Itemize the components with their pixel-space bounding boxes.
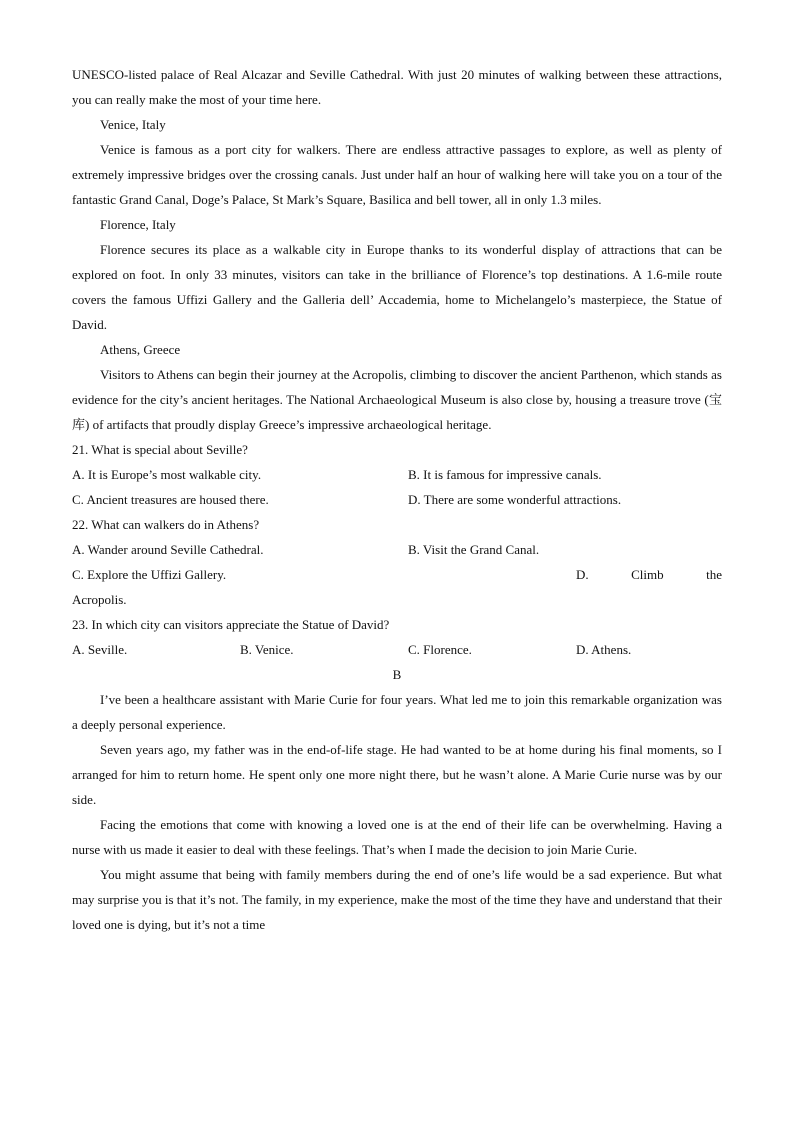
option-21-a: A. It is Europe’s most walkable city.: [72, 467, 262, 482]
option-23-a: A. Seville.: [72, 642, 128, 657]
paragraph-venice: Venice is famous as a port city for walkers. There are endless attractive passages to explore, as well as plenty of extremely impressive bridges over the crossing canals. Just under half an hour of walking here will take you on a tour of the fantastic Grand Canal, Doge’s Palace, St Mark’s Square, Basilica and bell tower, all in only 1.3 miles.: [72, 142, 722, 207]
option-23-d: D. Athens.: [576, 642, 632, 657]
option-21-c: C. Ancient treasures are housed there.: [72, 492, 269, 507]
question-21: 21. What is special about Seville?: [72, 442, 248, 457]
option-22-a: A. Wander around Seville Cathedral.: [72, 542, 264, 557]
section-b-label: B: [392, 667, 402, 682]
option-22-b: B. Visit the Grand Canal.: [408, 542, 540, 557]
paragraph-b-3: Facing the emotions that come with knowing a loved one is at the end of their life can be overwhelming. Having a nurse with us made it easier to deal with these feelings. That’s when I made the decision to join Marie Curie.: [72, 817, 722, 857]
heading-florence: Florence, Italy: [100, 217, 176, 232]
question-22: 22. What can walkers do in Athens?: [72, 517, 260, 532]
question-21-options-row1: [72, 462, 722, 487]
option-22-d-continued: Acropolis.: [72, 592, 127, 607]
paragraph-b-2: Seven years ago, my father was in the end-of-life stage. He had wanted to be at home during his final moments, so I arranged for him to return home. He spent only one more night there, but he wasn’t alone. A Marie Curie nurse was by our side.: [72, 742, 722, 807]
question-23: 23. In which city can visitors appreciate the Statue of David?: [72, 617, 390, 632]
option-22-d-letter: D.: [576, 567, 589, 582]
option-21-d: D. There are some wonderful attractions.: [408, 492, 622, 507]
paragraph-florence: Florence secures its place as a walkable city in Europe thanks to its wonderful display of attractions that can be explored on foot. In only 33 minutes, visitors can take in the brilliance of Florence’s top destinations. A 1.6-mile route covers the famous Uffizi Gallery and the Galleria dell’ Accademia, home to Michelangelo’s masterpiece, the Statue of David.: [72, 242, 722, 332]
paragraph-seville-continued: UNESCO-listed palace of Real Alcazar and Seville Cathedral. With just 20 minutes of walking between these attractions, you can really make the most of your time here.: [72, 67, 722, 107]
question-23-options: [72, 637, 722, 662]
question-22-options-row2: [72, 562, 722, 587]
paragraph-b-1: I’ve been a healthcare assistant with Marie Curie for four years. What led me to join this remarkable organization was a deeply personal experience.: [72, 692, 722, 732]
option-23-c: C. Florence.: [408, 642, 472, 657]
paragraph-b-4: You might assume that being with family members during the end of one’s life would be a sad experience. But what may surprise you is that it’s not. The family, in my experience, make the most of the time they have and understand that their loved one is dying, but it’s not a time: [72, 867, 722, 932]
question-22-options-row1: [72, 537, 722, 562]
option-22-c: C. Explore the Uffizi Gallery.: [72, 567, 227, 582]
heading-venice: Venice, Italy: [100, 117, 166, 132]
paragraph-athens: Visitors to Athens can begin their journey at the Acropolis, climbing to discover the ancient Parthenon, which stands as evidence for the city’s ancient heritages. The National Archaeological Museum is also close by, housing a treasure trove (宝库) of artifacts that proudly display Greece’s impressive archaeological heritage.: [72, 367, 722, 432]
question-21-options-row2: [72, 487, 722, 512]
option-22-d: [576, 562, 722, 587]
document-page: [72, 62, 722, 937]
option-23-b: B. Venice.: [240, 642, 294, 657]
option-21-b: B. It is famous for impressive canals.: [408, 467, 602, 482]
heading-athens: Athens, Greece: [100, 342, 181, 357]
option-22-d-word-the: the: [706, 567, 722, 582]
option-22-d-word-climb: Climb: [631, 567, 664, 582]
